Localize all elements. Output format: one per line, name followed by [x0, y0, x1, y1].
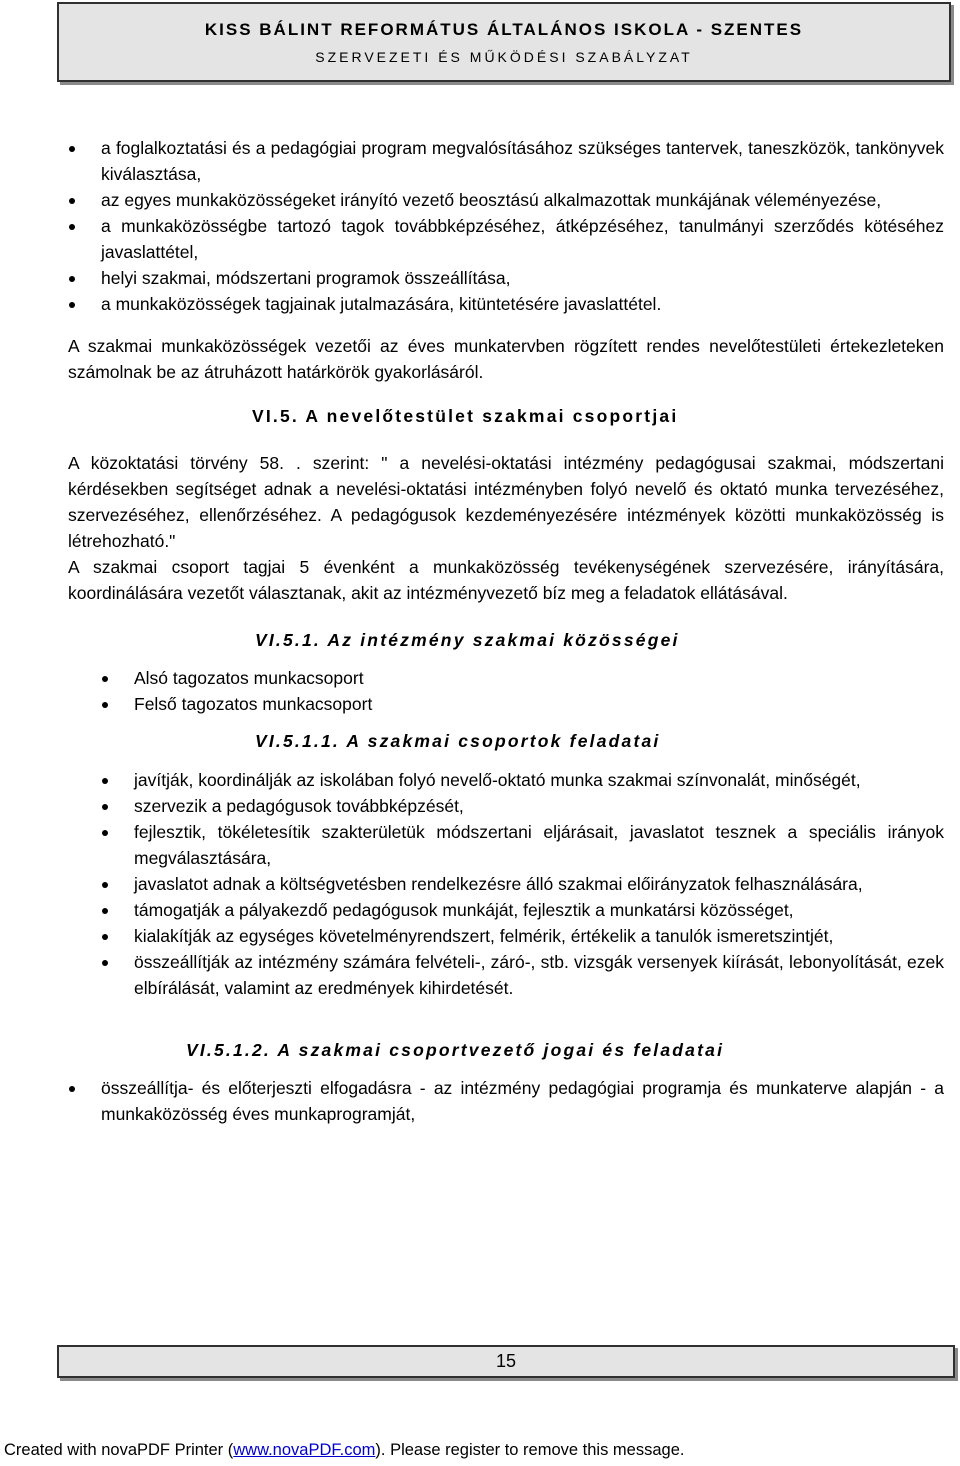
page-number: 15 — [495, 1351, 517, 1371]
section-heading-vi512: VI.5.1.2. A szakmai csoportvezető jogai és feladatai — [186, 1040, 725, 1060]
bullet-icon — [69, 146, 75, 152]
group-list — [68, 665, 944, 717]
bullet-icon — [69, 198, 75, 204]
page-footer — [57, 1345, 955, 1378]
paragraph-law-quote: A közoktatási törvény 58. . szerint: " a nevelési-oktatási intézmény pedagógusai szakmai, módszertani kérdésekben segítséget adnak a nevelési-oktatási intézményben folyó nevelő és oktató munka tervezéséhez, szervezéséhez, ellenőrzéséhez. A pedagógusok kezdeményezésére intézmények közötti munkaközösség is létrehozható." — [68, 453, 944, 551]
top-bullet-list — [68, 135, 944, 317]
list-item: javaslatot adnak a költségvetésben rendelkezésre álló szakmai előirányzatok felhasználására, — [68, 871, 944, 897]
novapdf-link[interactable]: www.novaPDF.com — [233, 1441, 376, 1459]
school-name: KISS BÁLINT REFORMÁTUS ÁLTALÁNOS ISKOLA - SZENTES — [204, 20, 804, 39]
list-item: szervezik a pedagógusok továbbképzését, — [68, 793, 944, 819]
novapdf-watermark — [4, 1440, 684, 1460]
bullet-icon — [102, 778, 108, 784]
bullet-icon — [102, 934, 108, 940]
list-item: a munkaközösségek tagjainak jutalmazására, kitüntetésére javaslattétel. — [68, 291, 944, 317]
watermark-prefix: Created with novaPDF Printer ( — [4, 1441, 234, 1459]
bullet-icon — [102, 830, 108, 836]
list-item: javítják, koordinálják az iskolában folyó nevelő-oktató munka szakmai színvonalát, minőségét, — [68, 767, 944, 793]
bullet-icon — [69, 1086, 75, 1092]
page-content — [68, 135, 944, 1127]
list-item: Alsó tagozatos munkacsoport — [68, 665, 944, 691]
bullet-icon — [69, 302, 75, 308]
bullet-icon — [102, 804, 108, 810]
list-item: összeállítják az intézmény számára felvételi-, záró-, stb. vizsgák versenyek kiírását, lebonyolítását, ezek elbírálását, valamint az eredmények kihirdetését. — [68, 949, 944, 1001]
list-item: fejlesztik, tökéletesítik szakterületük módszertani eljárásait, javaslatot tesznek a speciális irányok megválasztására, — [68, 819, 944, 871]
bullet-icon — [102, 702, 108, 708]
task-list — [68, 767, 944, 1001]
section-heading-vi5: VI.5. A nevelőtestület szakmai csoportjai — [252, 406, 679, 426]
list-item: Felső tagozatos munkacsoport — [68, 691, 944, 717]
bullet-icon — [102, 676, 108, 682]
leader-duty-list — [68, 1075, 944, 1127]
paragraph-group-leader: A szakmai csoport tagjai 5 évenként a munkaközösség tevékenységének szervezésére, irányítására, koordinálására vezetőt választanak, akit az intézményvezető bíz meg a feladatok ellátásával. — [68, 557, 944, 603]
bullet-icon — [102, 960, 108, 966]
section-heading-vi511: VI.5.1.1. A szakmai csoportok feladatai — [255, 731, 661, 751]
list-item: támogatják a pályakezdő pedagógusok munkáját, fejlesztik a munkatársi közösséget, — [68, 897, 944, 923]
list-item: a munkaközösségbe tartozó tagok továbbképzéséhez, átképzéséhez, tanulmányi szerződés kötéséhez javaslattétel, — [68, 213, 944, 265]
bullet-icon — [69, 276, 75, 282]
list-item: helyi szakmai, módszertani programok összeállítása, — [68, 265, 944, 291]
watermark-suffix: ). Please register to remove this message. — [375, 1441, 685, 1459]
document-title: SZERVEZETI ÉS MŰKÖDÉSI SZABÁLYZAT — [315, 49, 693, 65]
list-item: összeállítja- és előterjeszti elfogadásra - az intézmény pedagógiai programja és munkaterve alapján - a munkaközösség éves munkaprogramját, — [68, 1075, 944, 1127]
bullet-icon — [69, 224, 75, 230]
list-item: az egyes munkaközösségeket irányító vezető beosztású alkalmazottak munkájának véleményezése, — [68, 187, 944, 213]
bullet-icon — [102, 882, 108, 888]
bullet-icon — [102, 908, 108, 914]
list-item: a foglalkoztatási és a pedagógiai program megvalósításához szükséges tantervek, taneszközök, tankönyvek kiválasztása, — [68, 135, 944, 187]
section-heading-vi51: VI.5.1. Az intézmény szakmai közösségei — [255, 630, 680, 650]
page-header — [57, 2, 951, 82]
paragraph-report: A szakmai munkaközösségek vezetői az éves munkatervben rögzített rendes nevelőtestületi értekezleteken számolnak be az átruházott határkörök gyakorlásáról. — [68, 336, 944, 382]
list-item: kialakítják az egységes követelményrendszert, felmérik, értékelik a tanulók ismeretszintjét, — [68, 923, 944, 949]
